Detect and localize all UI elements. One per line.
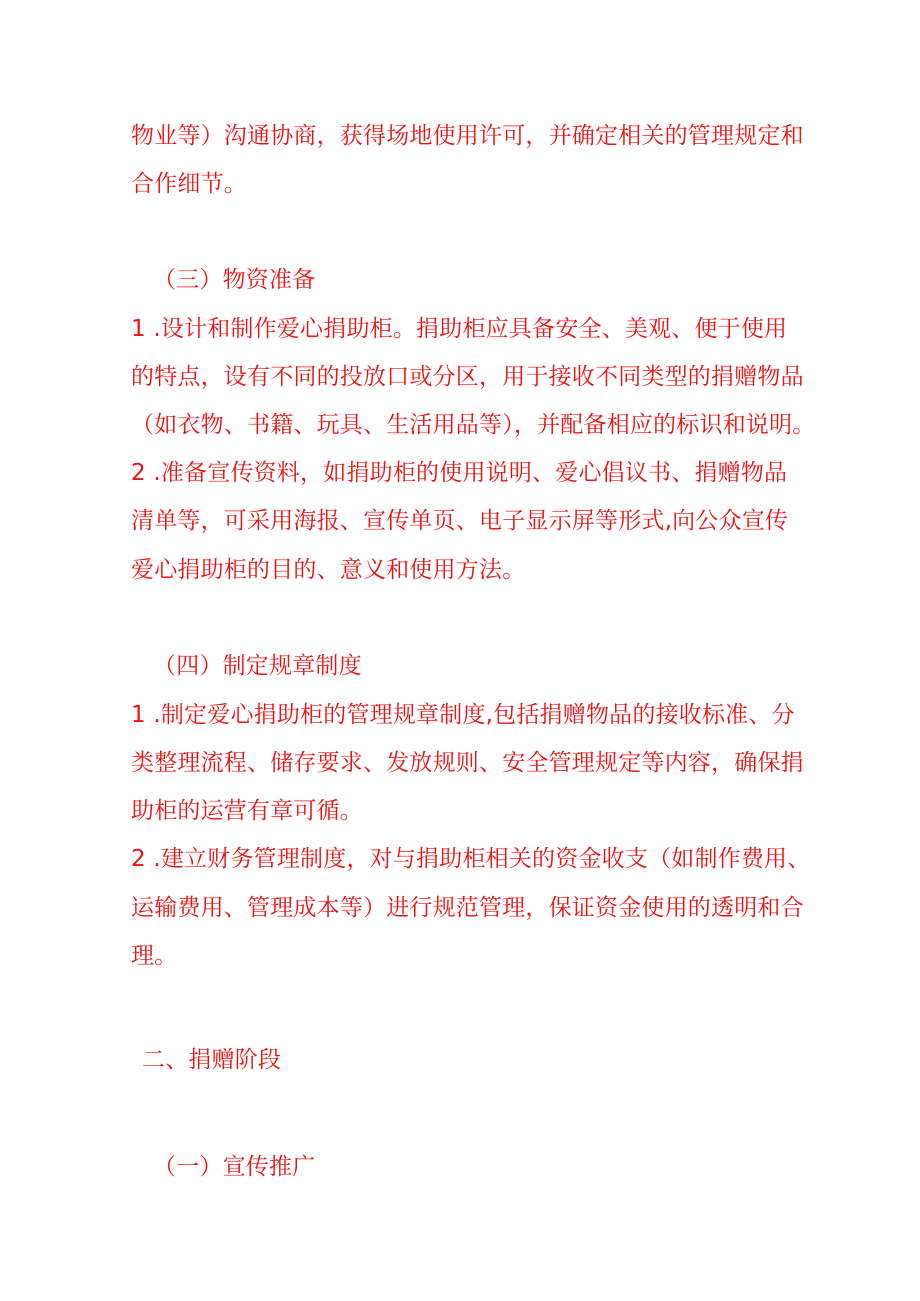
paragraph-line: 理。: [131, 943, 178, 969]
paragraph-line: 运输费用、管理成本等）进行规范管理，保证资金使用的透明和合: [131, 895, 804, 921]
list-item-2: 2 .建立财务管理制度，对与捐助柜相关的资金收支（如制作费用、: [131, 846, 811, 872]
section-heading-materials: （三）物资准备: [153, 267, 316, 293]
section-heading-regulations: （四）制定规章制度: [153, 653, 362, 679]
paragraph-line: （如衣物、书籍、玩具、生活用品等），并配备相应的标识和说明。: [131, 412, 816, 438]
paragraph-line: 爱心捐助柜的目的、意义和使用方法。: [131, 557, 526, 583]
list-item-2: 2 .准备宣传资料，如捐助柜的使用说明、爱心倡议书、捐赠物品: [131, 460, 788, 486]
paragraph-line: 清单等，可采用海报、宣传单页、电子显示屏等形式,向公众宣传: [131, 508, 789, 534]
list-item-1: 1 .制定爱心捐助柜的管理规章制度,包括捐赠物品的接收标准、分: [131, 702, 795, 728]
paragraph-line: 助柜的运营有章可循。: [131, 798, 363, 824]
list-item-1: 1 .设计和制作爱心捐助柜。捐助柜应具备安全、美观、便于使用: [131, 316, 788, 342]
paragraph-line: 物业等）沟通协商，获得场地使用许可，并确定相关的管理规定和: [131, 123, 804, 149]
paragraph-line: 的特点，设有不同的投放口或分区，用于接收不同类型的捐赠物品: [131, 364, 804, 390]
chapter-heading-donation-stage: 二、捐赠阶段: [142, 1047, 282, 1073]
section-heading-promotion: （一）宣传推广: [153, 1154, 316, 1180]
paragraph-line: 类整理流程、储存要求、发放规则、安全管理规定等内容，确保捐: [131, 750, 804, 776]
paragraph-line: 合作细节。: [131, 171, 247, 197]
